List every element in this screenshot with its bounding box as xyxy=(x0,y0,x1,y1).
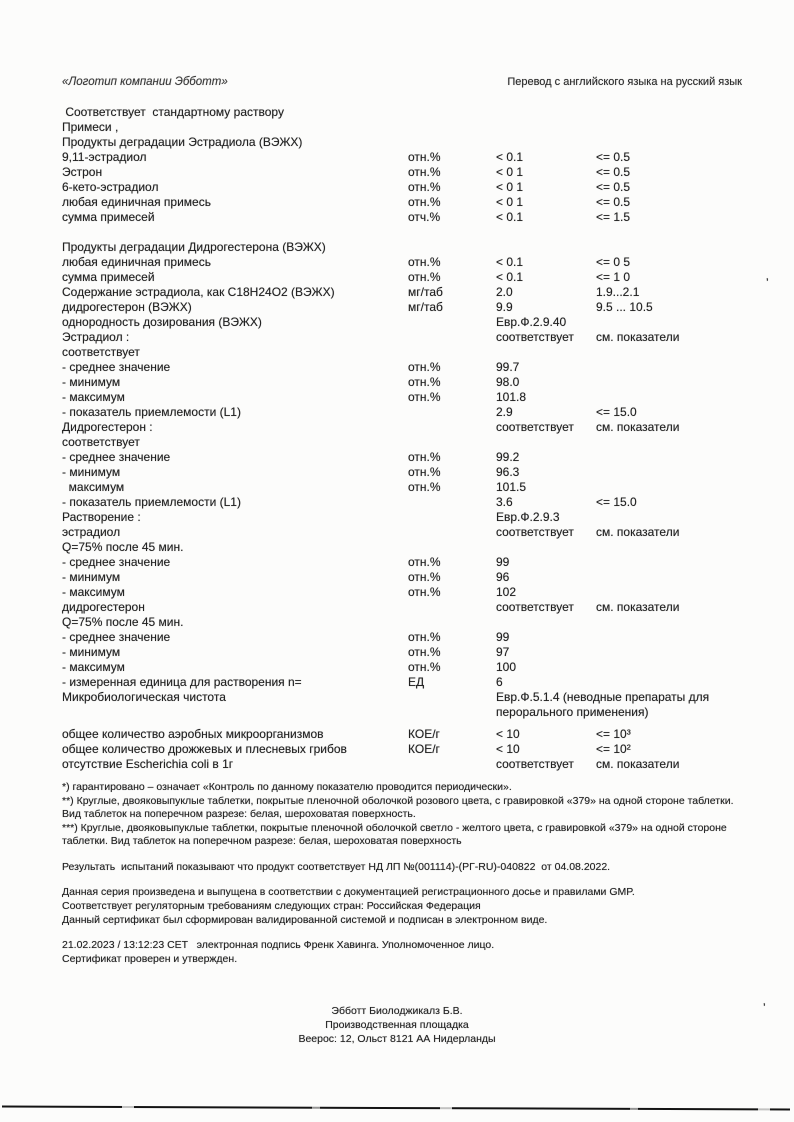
spec-limit xyxy=(596,585,742,600)
footnotes xyxy=(62,781,742,849)
result-value xyxy=(496,135,596,150)
parameter-name: - минимум xyxy=(62,645,121,659)
result-value: 6 xyxy=(496,675,503,689)
unit xyxy=(408,615,496,630)
spec-limit xyxy=(596,510,742,525)
result-value: < 0.1 xyxy=(496,270,524,284)
unit xyxy=(408,330,496,345)
spec-limit xyxy=(596,615,742,630)
table-row xyxy=(62,330,742,345)
parameter-name: 6-кето-эстрадиол xyxy=(62,180,159,194)
result-value: 2.9 xyxy=(496,405,513,419)
parameter-name: соответствует xyxy=(62,435,140,449)
table-row xyxy=(62,150,742,165)
unit xyxy=(408,240,496,255)
unit: отн.% xyxy=(408,150,441,164)
unit: отн.% xyxy=(408,450,441,464)
unit xyxy=(408,495,496,510)
spec-limit xyxy=(596,675,742,690)
result-value xyxy=(496,540,596,555)
spec-limit: см. показатели xyxy=(596,525,680,539)
parameter-name: - максимум xyxy=(62,390,125,404)
unit xyxy=(408,120,496,135)
parameter-name: - минимум xyxy=(62,375,121,389)
result-value: 99 xyxy=(496,630,510,644)
footer-line: Веерос: 12, Ольст 8121 АА Нидерланды xyxy=(298,1033,496,1045)
spec-limit: <= 15.0 xyxy=(596,495,637,509)
footnote: *) гарантировано – означает «Контроль по данному показателю проводится периодически». xyxy=(62,781,512,793)
unit: КОЕ/г xyxy=(408,742,440,756)
unit: отн.% xyxy=(408,270,441,284)
result-value: 101.8 xyxy=(496,390,527,404)
spec-limit xyxy=(596,375,742,390)
unit: мг/таб xyxy=(408,285,443,299)
company-logo-placeholder: «Логотип компании Эбботт» xyxy=(62,76,228,88)
parameter-name: однородность дозирования (ВЭЖХ) xyxy=(62,315,262,329)
parameter-name: Примеси , xyxy=(62,120,119,134)
spec-limit: <= 10² xyxy=(596,742,631,756)
table-row xyxy=(62,390,742,405)
unit: отн.% xyxy=(408,360,441,374)
result-value: 99.2 xyxy=(496,450,520,464)
parameter-name: - максимум xyxy=(62,585,125,599)
unit xyxy=(408,420,496,435)
scan-edge-line xyxy=(2,1105,790,1110)
spec-limit: <= 10³ xyxy=(596,727,631,741)
table-spacer xyxy=(62,720,742,727)
table-row xyxy=(62,660,742,675)
unit: отн.% xyxy=(408,165,441,179)
unit: отн.% xyxy=(408,375,441,389)
unit: КОЕ/г xyxy=(408,727,440,741)
table-row xyxy=(62,690,742,720)
spec-limit xyxy=(596,345,742,360)
result-value: < 0.1 xyxy=(496,150,524,164)
result-value xyxy=(496,240,596,255)
unit xyxy=(408,345,496,360)
translation-note: Перевод с английского языка на русский язык xyxy=(507,76,742,88)
unit: отн.% xyxy=(408,585,441,599)
unit xyxy=(408,525,496,540)
table-row xyxy=(62,165,742,180)
parameter-name: - среднее значение xyxy=(62,555,171,569)
table-row xyxy=(62,645,742,660)
table-row xyxy=(62,540,742,555)
spec-limit xyxy=(596,570,742,585)
table-row xyxy=(62,135,742,150)
table-row xyxy=(62,105,742,120)
result-value: < 0 1 xyxy=(496,195,524,209)
unit: отч.% xyxy=(408,210,441,224)
parameter-name: Эстрон xyxy=(62,165,103,179)
parameter-name: - измеренная единица для растворения n= xyxy=(62,675,302,689)
table-row xyxy=(62,345,742,360)
result-value: 98.0 xyxy=(496,375,520,389)
spec-limit: <= 1.5 xyxy=(596,210,631,224)
compliance-line: Данный сертификат был сформирован валидированной системой и подписан в электронном виде. xyxy=(62,913,548,926)
spec-limit xyxy=(596,135,742,150)
table-row xyxy=(62,180,742,195)
table-row xyxy=(62,435,742,450)
result-value: 96 xyxy=(496,570,510,584)
spec-limit: см. показатели xyxy=(596,420,680,434)
unit xyxy=(408,510,496,525)
spec-limit xyxy=(596,450,742,465)
parameter-name: дидрогестерон (ВЭЖХ) xyxy=(62,300,192,314)
result-value xyxy=(496,615,596,630)
unit xyxy=(408,435,496,450)
parameter-name: Q=75% после 45 мин. xyxy=(62,540,184,554)
result-value: < 0.1 xyxy=(496,255,524,269)
spec-limit: <= 0.5 xyxy=(596,165,631,179)
parameter-name: соответствует xyxy=(62,345,140,359)
result-value: < 10 xyxy=(496,742,520,756)
unit xyxy=(408,540,496,555)
table-row xyxy=(62,420,742,435)
parameter-name: - среднее значение xyxy=(62,630,171,644)
table-row xyxy=(62,510,742,525)
table-row xyxy=(62,570,742,585)
table-row xyxy=(62,757,742,772)
spec-limit xyxy=(596,630,742,645)
result-value: < 0 1 xyxy=(496,165,524,179)
compliance-line: Данная серия произведена и выпущена в соответствии с документацией регистрационного досье и правилами GMP. xyxy=(62,885,635,898)
scan-artifact: ʼ xyxy=(763,1001,766,1015)
table-row xyxy=(62,405,742,420)
spec-limit xyxy=(596,240,742,255)
parameter-name: - показатель приемлемости (L1) xyxy=(62,405,241,419)
unit xyxy=(408,135,496,150)
parameter-name: Q=75% после 45 мин. xyxy=(62,615,184,629)
result-value xyxy=(496,345,596,360)
result-value xyxy=(496,435,596,450)
parameter-name: - показатель приемлемости (L1) xyxy=(62,495,241,509)
result-value: < 10 xyxy=(496,727,520,741)
spec-limit xyxy=(596,360,742,375)
table-row xyxy=(62,195,742,210)
result-value: 99 xyxy=(496,555,510,569)
table-row xyxy=(62,727,742,742)
spec-limit xyxy=(596,540,742,555)
spec-limit xyxy=(596,435,742,450)
spec-limit: см. показатели xyxy=(596,330,680,344)
result-value: 99.7 xyxy=(496,360,520,374)
spec-limit xyxy=(596,390,742,405)
parameter-name: Продукты деградации Эстрадиола (ВЭЖХ) xyxy=(62,135,303,149)
spec-limit: <= 0 5 xyxy=(596,255,631,269)
unit: отн.% xyxy=(408,570,441,584)
table-row xyxy=(62,240,742,255)
signature-block xyxy=(62,938,742,966)
result-value: соответствует xyxy=(496,525,574,539)
result-value: 97 xyxy=(496,645,510,659)
unit: отн.% xyxy=(408,390,441,404)
table-row xyxy=(62,480,742,495)
table-row xyxy=(62,210,742,225)
spec-limit: 1.9...2.1 xyxy=(596,285,640,299)
parameter-name: дидрогестерон xyxy=(62,600,145,614)
result-value: 101.5 xyxy=(496,480,527,494)
result-value: 100 xyxy=(496,660,517,674)
unit xyxy=(408,757,496,772)
footer-line: Эбботт Биолоджикалз Б.В. xyxy=(331,1005,463,1017)
spec-limit: <= 15.0 xyxy=(596,405,637,419)
parameter-name: общее количество аэробных микроорганизмов xyxy=(62,727,324,741)
table-row xyxy=(62,360,742,375)
parameter-name: - минимум xyxy=(62,465,121,479)
parameter-name: Растворение : xyxy=(62,510,141,524)
result-value: 3.6 xyxy=(496,495,513,509)
parameter-name: любая единичная примесь xyxy=(62,195,211,209)
unit: отн.% xyxy=(408,645,441,659)
parameter-name: Соответствует стандартному раствору xyxy=(62,105,284,119)
spec-limit: <= 1 0 xyxy=(596,270,631,284)
table-row xyxy=(62,315,742,330)
spec-limit xyxy=(596,105,742,120)
table-row xyxy=(62,285,742,300)
result-value: < 0 1 xyxy=(496,180,524,194)
unit: отн.% xyxy=(408,480,441,494)
table-spacer xyxy=(62,225,742,240)
spec-limit xyxy=(596,315,742,330)
compliance-line: Соответствует регуляторным требованиям следующих стран: Российская Федерация xyxy=(62,899,481,912)
spec-limit: см. показатели xyxy=(596,600,680,614)
result-value: соответствует xyxy=(496,420,574,434)
unit xyxy=(408,405,496,420)
result-value xyxy=(496,120,596,135)
result-value: 9.9 xyxy=(496,300,513,314)
parameter-name: Дидрогестерон : xyxy=(62,420,153,434)
spec-limit: см. показатели xyxy=(596,757,680,771)
result-value: Евр.Ф.2.9.3 xyxy=(496,510,560,524)
unit: отн.% xyxy=(408,630,441,644)
signature-line: Сертификат проверен и утвержден. xyxy=(62,952,238,965)
table-row xyxy=(62,270,742,285)
scan-artifact: ʼ xyxy=(766,276,769,290)
unit: мг/таб xyxy=(408,300,443,314)
result-value: соответствует xyxy=(496,757,574,771)
footer-line: Производственная площадка xyxy=(325,1019,469,1031)
table-row xyxy=(62,600,742,615)
table-row xyxy=(62,742,742,757)
unit xyxy=(408,600,496,615)
parameter-name: - среднее значение xyxy=(62,450,171,464)
footnote: ***) Круглые, двояковыпуклые таблетки, покрытые пленочной оболочкой светло - желтого цвета, с гравировкой «379» на одной стороне таблетки. Вид таблеток на поперечном разрезе: белая, шероховатая поверхность xyxy=(62,821,730,848)
spec-limit xyxy=(596,480,742,495)
spec-limit xyxy=(596,645,742,660)
unit: отн.% xyxy=(408,465,441,479)
parameter-name: 9,11-эстрадиол xyxy=(62,150,147,164)
table-row xyxy=(62,120,742,135)
table-row xyxy=(62,450,742,465)
result-value: Евр.Ф.5.1.4 (неводные препараты для перорального применения) xyxy=(496,690,713,719)
table-row xyxy=(62,585,742,600)
spec-limit: <= 0.5 xyxy=(596,195,631,209)
parameter-name: сумма примесей xyxy=(62,210,155,224)
footnote: **) Круглые, двояковыпуклые таблетки, покрытые пленочной оболочкой розового цвета, с гравировкой «379» на одной стороне таблетки. Вид таблеток на поперечном разрезе: белая, шероховатая поверхность. xyxy=(62,794,737,821)
spec-limit: <= 0.5 xyxy=(596,150,631,164)
table-row xyxy=(62,465,742,480)
spec-limit: <= 0.5 xyxy=(596,180,631,194)
parameter-name: отсутствие Escherichia coli в 1г xyxy=(62,757,234,771)
table-row xyxy=(62,255,742,270)
unit: ЕД xyxy=(408,675,425,689)
spec-limit xyxy=(596,120,742,135)
unit xyxy=(408,315,496,330)
spec-table xyxy=(62,105,742,772)
table-row xyxy=(62,615,742,630)
spec-limit xyxy=(596,660,742,675)
table-row xyxy=(62,375,742,390)
unit xyxy=(408,105,496,120)
unit: отн.% xyxy=(408,555,441,569)
parameter-name: Эстрадиол : xyxy=(62,330,130,344)
spec-limit xyxy=(596,555,742,570)
result-value: соответствует xyxy=(496,600,574,614)
unit: отн.% xyxy=(408,660,441,674)
table-row xyxy=(62,675,742,690)
parameter-name: любая единичная примесь xyxy=(62,255,211,269)
manufacturer-footer xyxy=(0,1004,794,1046)
table-row xyxy=(62,630,742,645)
parameter-name: сумма примесей xyxy=(62,270,155,284)
result-statement: Результать испытаний показывают что продукт соответствует НД ЛП №(001114)-(РГ-RU)-040822 от 04.08.2022. xyxy=(62,860,611,873)
spec-limit: 9.5 ... 10.5 xyxy=(596,300,653,314)
parameter-name: Содержание эстрадиола, как С18Н24О2 (ВЭЖХ) xyxy=(62,285,335,299)
parameter-name: - среднее значение xyxy=(62,360,171,374)
unit xyxy=(408,690,496,720)
result-value: 2.0 xyxy=(496,285,513,299)
unit: отн.% xyxy=(408,180,441,194)
parameter-name: эстрадиол xyxy=(62,525,121,539)
parameter-name: общее количество дрожжевых и плесневых грибов xyxy=(62,742,347,756)
table-row xyxy=(62,495,742,510)
result-value xyxy=(496,105,596,120)
parameter-name: максимум xyxy=(62,480,125,494)
table-row xyxy=(62,300,742,315)
parameter-name: - максимум xyxy=(62,660,125,674)
result-value: Евр.Ф.2.9.40 xyxy=(496,315,567,329)
unit: отн.% xyxy=(408,255,441,269)
result-value: < 0.1 xyxy=(496,210,524,224)
page-content xyxy=(62,76,742,966)
table-row xyxy=(62,555,742,570)
parameter-name: - минимум xyxy=(62,570,121,584)
result-value: 96.3 xyxy=(496,465,520,479)
parameter-name: Продукты деградации Дидрогестерона (ВЭЖХ) xyxy=(62,240,326,254)
parameter-name: Микробиологическая чистота xyxy=(62,690,226,704)
result-value: соответствует xyxy=(496,330,574,344)
compliance-statement xyxy=(62,885,742,927)
signature-line: 21.02.2023 / 13:12:23 CET электронная подпись Френк Хавинга. Уполномоченное лицо. xyxy=(62,938,495,951)
document-header xyxy=(62,76,742,88)
table-row xyxy=(62,525,742,540)
spec-limit xyxy=(596,465,742,480)
result-value: 102 xyxy=(496,585,517,599)
unit: отн.% xyxy=(408,195,441,209)
